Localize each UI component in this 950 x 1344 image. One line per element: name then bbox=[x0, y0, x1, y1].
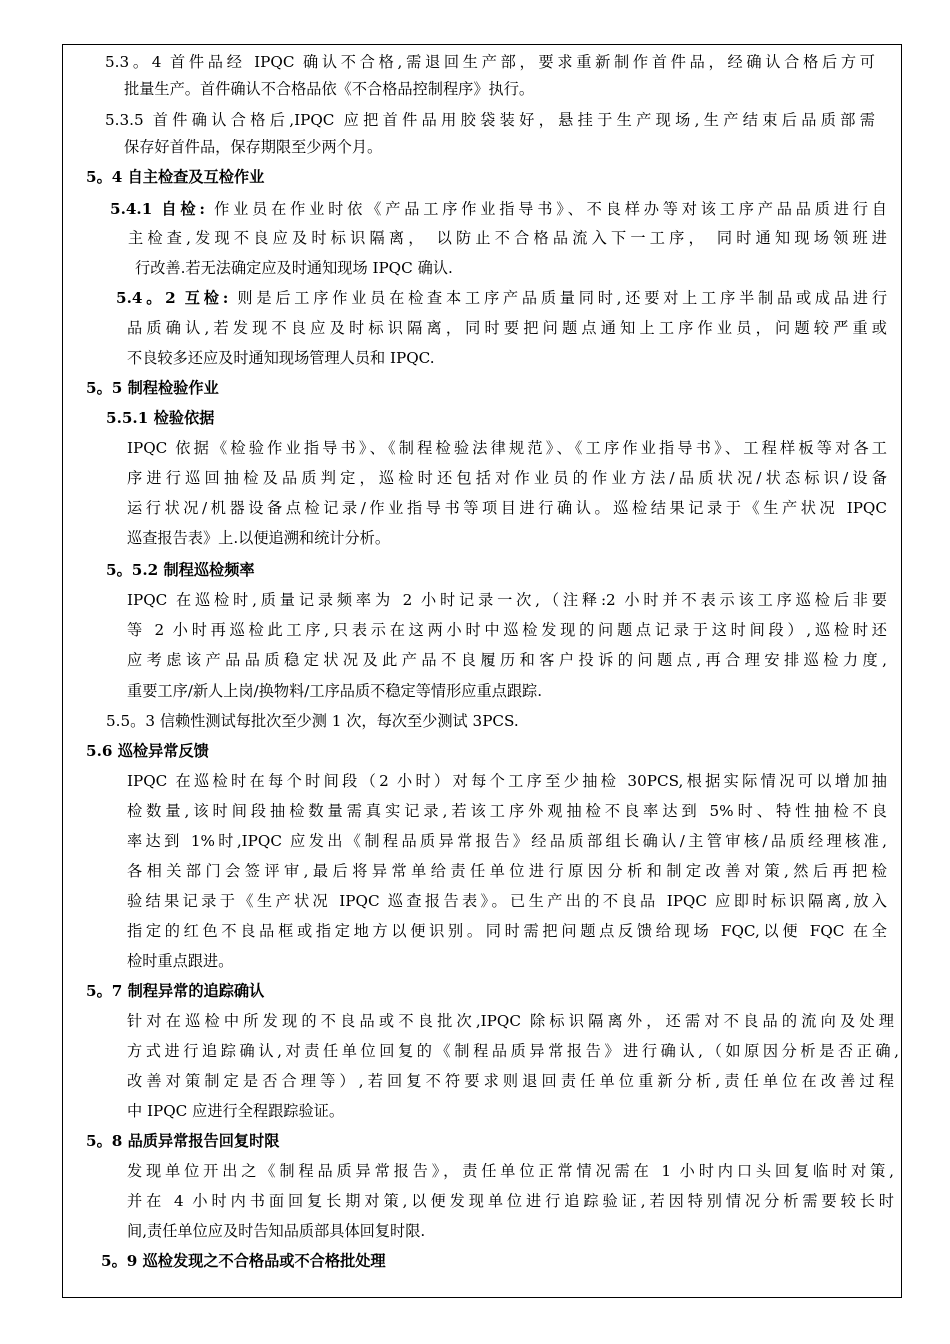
text-line: 运行状况/机器设备点检记录/作业指导书等项目进行确认。巡检结果记录于《生产状况 IPQC bbox=[127, 499, 887, 517]
section-heading: 5.6 巡检异常反馈 bbox=[86, 742, 209, 760]
section-heading: 5。7 制程异常的追踪确认 bbox=[86, 982, 265, 1000]
text-line: 检时重点跟进。 bbox=[127, 952, 234, 970]
text-line: 中 IPQC 应进行全程跟踪验证。 bbox=[127, 1102, 345, 1120]
section-heading: 5。5.2 制程巡检频率 bbox=[106, 561, 255, 579]
section-heading: 5。4 自主检查及互检作业 bbox=[86, 168, 265, 186]
text-line: 指定的红色不良品框或指定地方以便识别。同时需把问题点反馈给现场 FQC,以便 FQC 在全 bbox=[127, 922, 887, 940]
section-heading: 5。8 品质异常报告回复时限 bbox=[86, 1132, 280, 1150]
text-line: 各相关部门会签评审,最后将异常单给责任单位进行原因分析和制定改善对策,然后再把检 bbox=[127, 862, 887, 880]
text-line: 序进行巡回抽检及品质判定，巡检时还包括对作业员的作业方法/品质状况/状态标识/设备 bbox=[127, 469, 887, 487]
text-line: 5.5。3 信赖性测试每批次至少测 1 次，每次至少测试 3PCS. bbox=[106, 712, 519, 730]
text-line: 应考虑该产品品质稳定状况及此产品不良履历和客户投诉的问题点,再合理安排巡检力度, bbox=[127, 651, 887, 669]
section-heading: 5。9 巡检发现之不合格品或不合格批处理 bbox=[101, 1252, 386, 1270]
text-line: 等 2 小时再巡检此工序,只表示在这两小时中巡检发现的问题点记录于这时间段）,巡检时还 bbox=[127, 621, 887, 639]
text-line: 重要工序/新人上岗/换物料/工序品质不稳定等情形应重点跟踪. bbox=[127, 682, 543, 700]
text-line: 5.3。4 首件品经 IPQC 确认不合格,需退回生产部，要求重新制作首件品，经确认合格后方可 bbox=[105, 53, 875, 71]
text-line: 率达到 1%时,IPQC 应发出《制程品质异常报告》经品质部组长确认/主管审核/品质经理核准, bbox=[127, 832, 887, 850]
text-line: 批量生产。首件确认不合格品依《不合格品控制程序》执行。 bbox=[124, 80, 535, 98]
text-line: 检数量,该时间段抽检数量需真实记录,若该工序外观抽检不良率达到 5%时、特性抽检不良 bbox=[127, 802, 887, 820]
text-line: IPQC 在巡检时,质量记录频率为 2 小时记录一次,（注释:2 小时并不表示该工序巡检后非要 bbox=[127, 591, 887, 609]
text-line: 针对在巡检中所发现的不良品或不良批次,IPQC 除标识隔离外，还需对不良品的流向及处理 bbox=[127, 1012, 894, 1030]
text-line: 5.4。2 互检: 则是后工序作业员在检查本工序产品质量同时,还要对上工序半制品或成品进行 bbox=[116, 289, 888, 307]
text-line: 改善对策制定是否合理等）,若回复不符要求则退回责任单位重新分析,责任单位在改善过程 bbox=[127, 1072, 894, 1090]
section-heading: 5.5.1 检验依据 bbox=[106, 409, 215, 427]
text-line: 行改善.若无法确定应及时通知现场 IPQC 确认. bbox=[135, 259, 453, 277]
text-line: 主检查,发现不良应及时标识隔离， 以防止不合格品流入下一工序， 同时通知现场领班进 bbox=[128, 229, 887, 247]
text-line: 间,责任单位应及时告知品质部具体回复时限. bbox=[127, 1222, 426, 1240]
section-heading: 5。5 制程检验作业 bbox=[86, 379, 219, 397]
text-line: 发现单位开出之《制程品质异常报告》，责任单位正常情况需在 1 小时内口头回复临时对策, bbox=[127, 1162, 894, 1180]
text-line: 5.3.5 首件确认合格后,IPQC 应把首件品用胶袋装好，悬挂于生产现场,生产结束后品质部需 bbox=[105, 111, 875, 129]
text-line: IPQC 依据《检验作业指导书》、《制程检验法律规范》、《工序作业指导书》、工程样板等对各工 bbox=[127, 439, 887, 457]
text-line: 不良较多还应及时通知现场管理人员和 IPQC. bbox=[127, 349, 435, 367]
text-line: 5.4.1 自检: 作业员在作业时依《产品工序作业指导书》、不良样办等对该工序产品品质进行自 bbox=[110, 200, 887, 218]
item-label: 5.4.1 自检: bbox=[110, 200, 215, 218]
text-line: 巡查报告表》上.以便追溯和统计分析。 bbox=[127, 529, 391, 547]
text-line: 方式进行追踪确认,对责任单位回复的《制程品质异常报告》进行确认,（如原因分析是否正确, bbox=[127, 1042, 899, 1060]
text-line: IPQC 在巡检时在每个时间段（2 小时）对每个工序至少抽检 30PCS,根据实际情况可以增加抽 bbox=[127, 772, 887, 790]
text-line: 保存好首件品，保存期限至少两个月。 bbox=[124, 138, 383, 156]
item-label: 5.4。2 互检: bbox=[116, 289, 238, 307]
text-line: 品质确认,若发现不良应及时标识隔离，同时要把问题点通知上工序作业员，问题较严重或 bbox=[127, 319, 887, 337]
text-line: 验结果记录于《生产状况 IPQC 巡查报告表》。已生产出的不良品 IPQC 应即时标识隔离,放入 bbox=[127, 892, 887, 910]
text-line: 并在 4 小时内书面回复长期对策,以便发现单位进行追踪验证,若因特别情况分析需要较长时 bbox=[127, 1192, 894, 1210]
